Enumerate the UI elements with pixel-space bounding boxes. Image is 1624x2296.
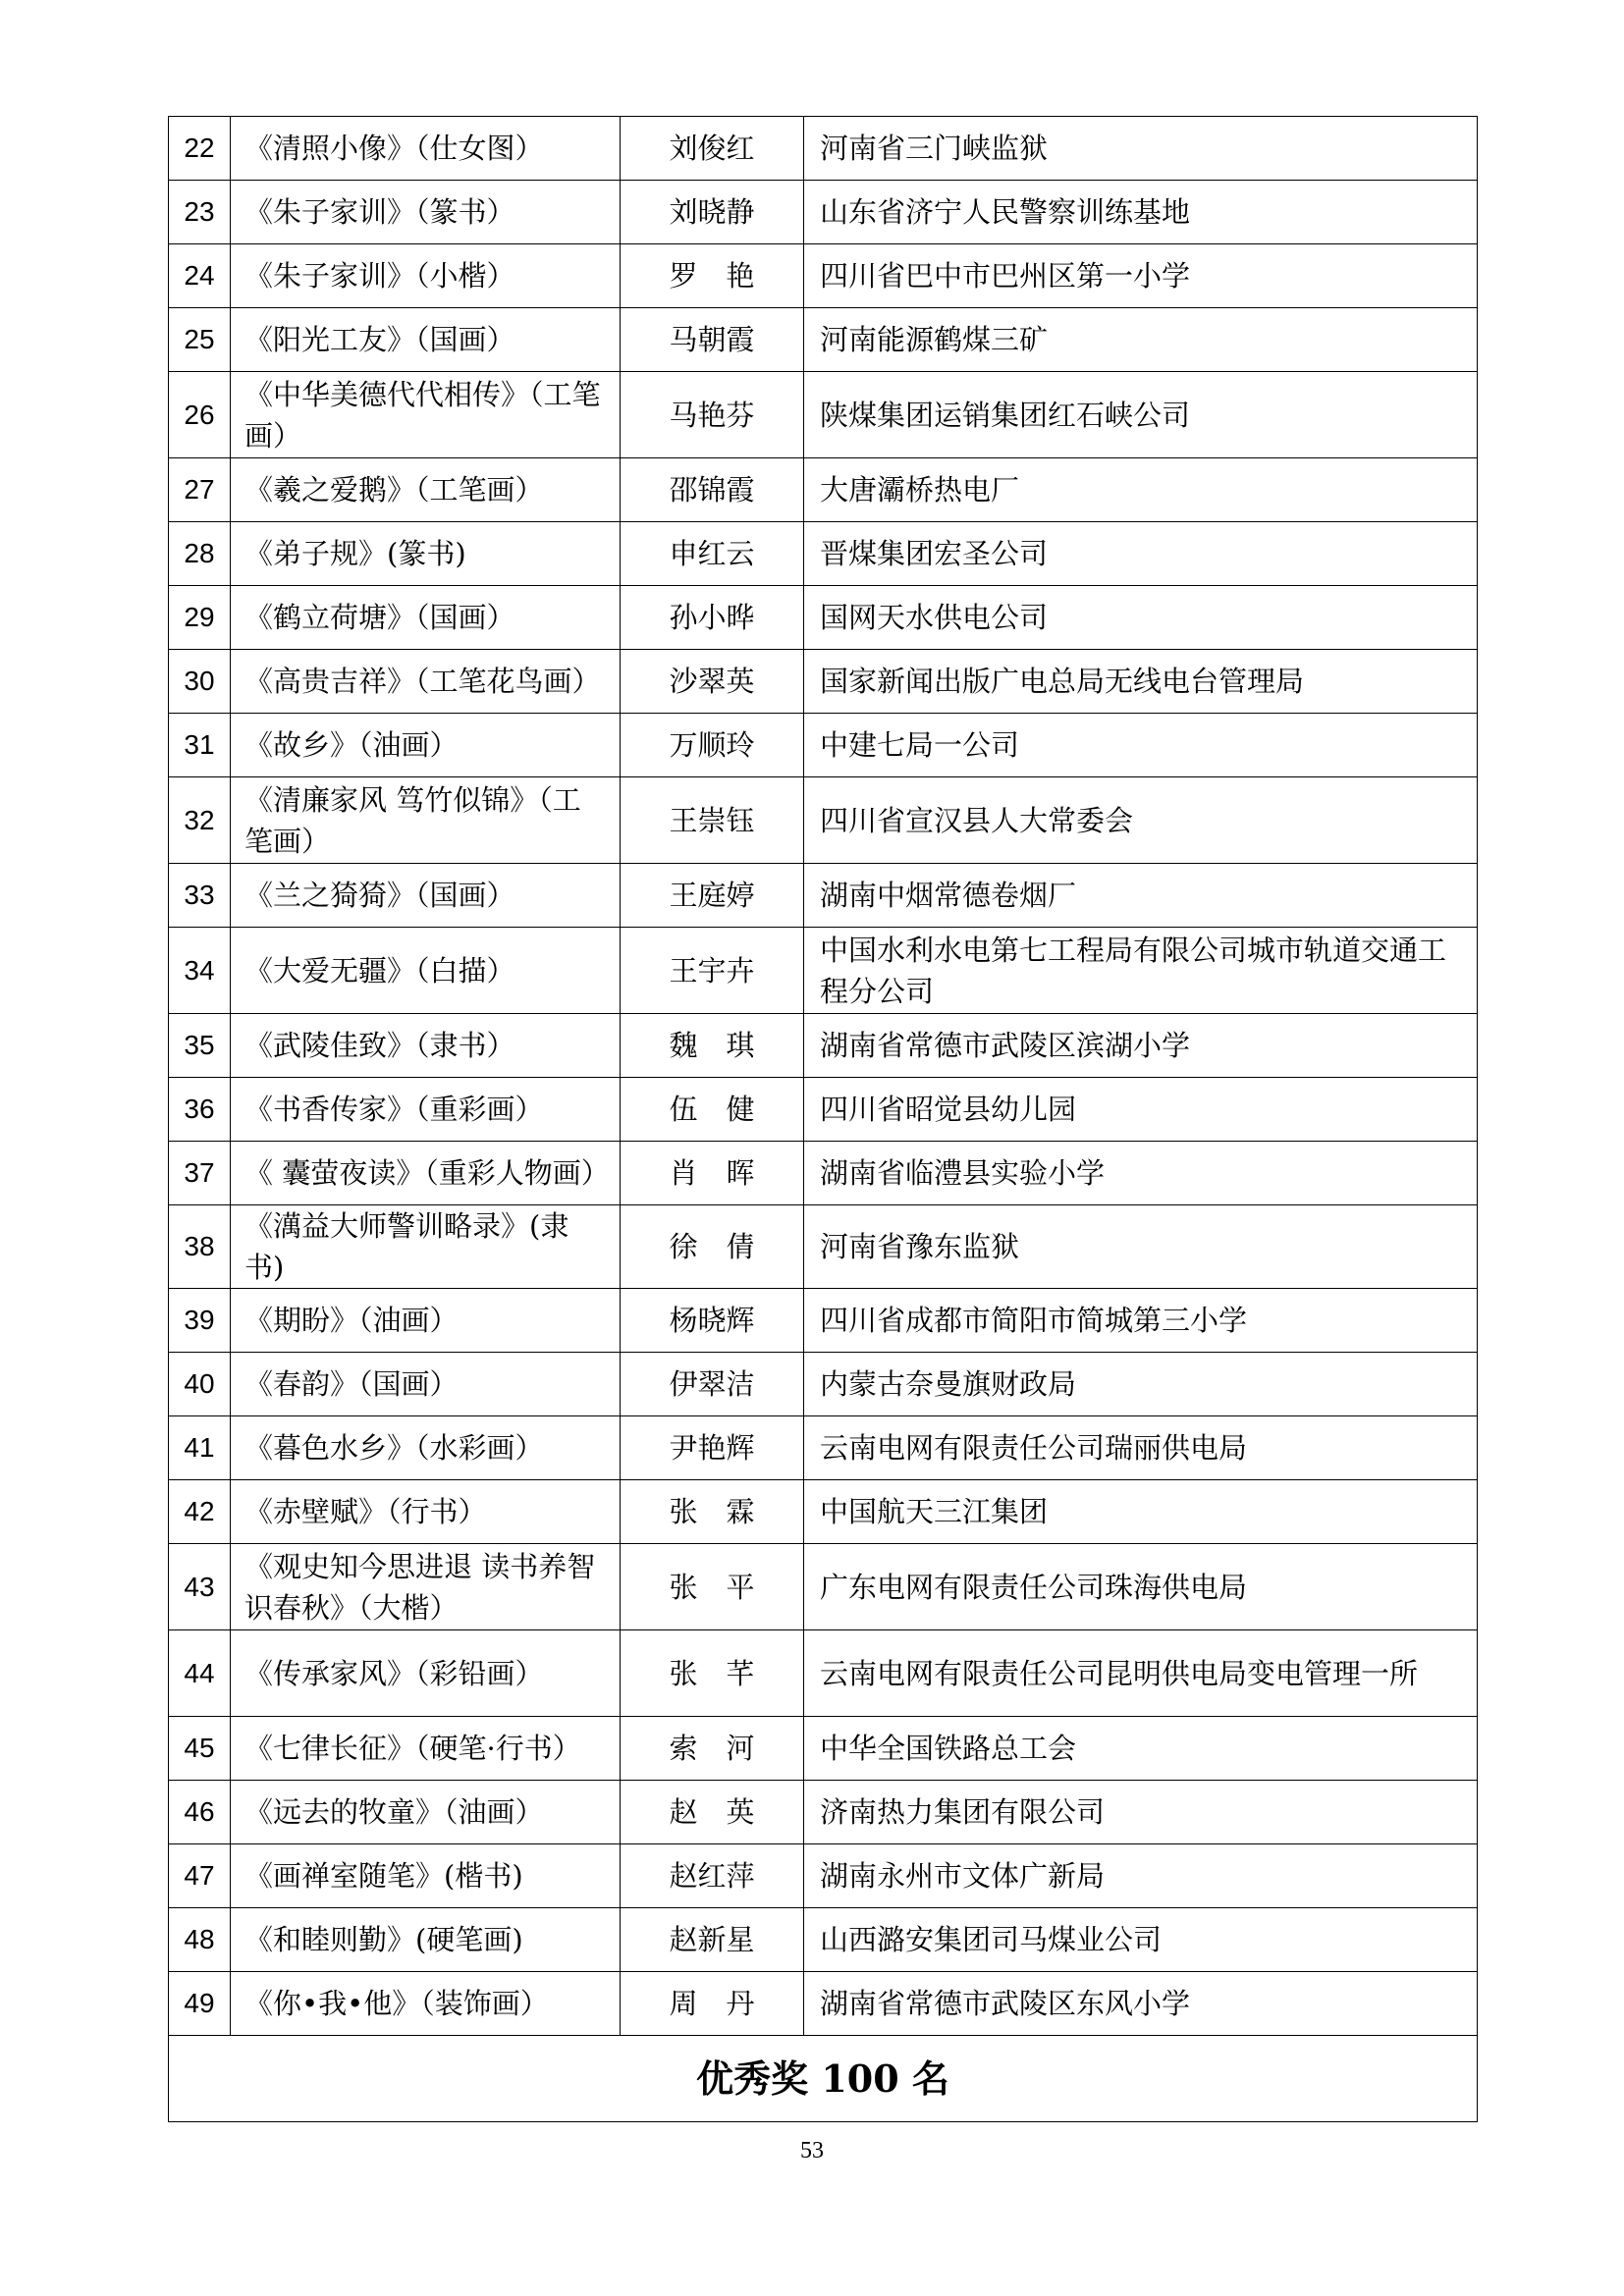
table-row xyxy=(169,1014,1478,1078)
work-title: 《大爱无疆》（白描） xyxy=(231,928,621,1014)
row-number: 24 xyxy=(169,244,231,308)
row-number: 46 xyxy=(169,1781,231,1844)
author-name: 刘晓静 xyxy=(621,181,804,244)
work-title: 《羲之爱鹅》（工笔画） xyxy=(231,458,621,522)
author-name: 索 河 xyxy=(621,1717,804,1781)
work-title: 《书香传家》（重彩画） xyxy=(231,1078,621,1142)
work-title: 《你•我•他》（装饰画） xyxy=(231,1972,621,2036)
author-name: 尹艳辉 xyxy=(621,1416,804,1480)
author-name: 罗 艳 xyxy=(621,244,804,308)
author-name: 申红云 xyxy=(621,522,804,586)
table-row xyxy=(169,458,1478,522)
author-unit: 湖南中烟常德卷烟厂 xyxy=(804,864,1478,928)
author-name: 马朝霞 xyxy=(621,308,804,372)
row-number: 22 xyxy=(169,117,231,181)
table-row xyxy=(169,1142,1478,1205)
table-row xyxy=(169,1289,1478,1353)
author-name: 万顺玲 xyxy=(621,714,804,777)
work-title: 《观史知今思进退 读书养智识春秋》（大楷） xyxy=(231,1544,621,1630)
award-table xyxy=(168,116,1478,2122)
work-title: 《高贵吉祥》（工笔花鸟画） xyxy=(231,650,621,714)
table-row xyxy=(169,308,1478,372)
author-name: 张 平 xyxy=(621,1544,804,1630)
row-number: 30 xyxy=(169,650,231,714)
table-row xyxy=(169,1480,1478,1544)
author-name: 赵红萍 xyxy=(621,1844,804,1908)
work-title: 《鹤立荷塘》（国画） xyxy=(231,586,621,650)
author-unit: 湖南省常德市武陵区东风小学 xyxy=(804,1972,1478,2036)
work-title: 《期盼》（油画） xyxy=(231,1289,621,1353)
work-title: 《武陵佳致》（隶书） xyxy=(231,1014,621,1078)
table-row xyxy=(169,1416,1478,1480)
work-title: 《清廉家风 笃竹似锦》（工笔画） xyxy=(231,777,621,864)
table-row xyxy=(169,1544,1478,1630)
row-number: 31 xyxy=(169,714,231,777)
author-unit: 河南能源鹤煤三矿 xyxy=(804,308,1478,372)
row-number: 37 xyxy=(169,1142,231,1205)
author-name: 伍 健 xyxy=(621,1078,804,1142)
author-unit: 中国航天三江集团 xyxy=(804,1480,1478,1544)
row-number: 39 xyxy=(169,1289,231,1353)
row-number: 41 xyxy=(169,1416,231,1480)
row-number: 43 xyxy=(169,1544,231,1630)
table-row xyxy=(169,244,1478,308)
table-row xyxy=(169,1078,1478,1142)
work-title: 《远去的牧童》（油画） xyxy=(231,1781,621,1844)
author-unit: 中国水利水电第七工程局有限公司城市轨道交通工程分公司 xyxy=(804,928,1478,1014)
work-title: 《故乡》（油画） xyxy=(231,714,621,777)
row-number: 44 xyxy=(169,1630,231,1717)
author-unit: 河南省豫东监狱 xyxy=(804,1205,1478,1289)
table-row xyxy=(169,864,1478,928)
author-unit: 国家新闻出版广电总局无线电台管理局 xyxy=(804,650,1478,714)
author-name: 马艳芬 xyxy=(621,372,804,458)
author-unit: 湖南省常德市武陵区滨湖小学 xyxy=(804,1014,1478,1078)
row-number: 47 xyxy=(169,1844,231,1908)
author-name: 王庭婷 xyxy=(621,864,804,928)
row-number: 45 xyxy=(169,1717,231,1781)
row-number: 32 xyxy=(169,777,231,864)
author-unit: 山东省济宁人民警察训练基地 xyxy=(804,181,1478,244)
author-unit: 四川省巴中市巴州区第一小学 xyxy=(804,244,1478,308)
table-row xyxy=(169,777,1478,864)
work-title: 《朱子家训》（小楷） xyxy=(231,244,621,308)
table-row xyxy=(169,714,1478,777)
author-unit: 晋煤集团宏圣公司 xyxy=(804,522,1478,586)
table-row xyxy=(169,1781,1478,1844)
row-number: 29 xyxy=(169,586,231,650)
table-row xyxy=(169,1630,1478,1717)
table-row xyxy=(169,181,1478,244)
author-name: 刘俊红 xyxy=(621,117,804,181)
work-title: 《春韵》（国画） xyxy=(231,1353,621,1416)
table-row xyxy=(169,372,1478,458)
author-name: 沙翠英 xyxy=(621,650,804,714)
table-row xyxy=(169,1908,1478,1972)
author-unit: 内蒙古奈曼旗财政局 xyxy=(804,1353,1478,1416)
work-title: 《暮色水乡》（水彩画） xyxy=(231,1416,621,1480)
row-number: 38 xyxy=(169,1205,231,1289)
work-title: 《兰之猗猗》（国画） xyxy=(231,864,621,928)
row-number: 28 xyxy=(169,522,231,586)
author-unit: 国网天水供电公司 xyxy=(804,586,1478,650)
author-name: 周 丹 xyxy=(621,1972,804,2036)
work-title: 《画禅室随笔》(楷书) xyxy=(231,1844,621,1908)
work-title: 《弟子规》(篆书) xyxy=(231,522,621,586)
table-row xyxy=(169,1353,1478,1416)
row-number: 33 xyxy=(169,864,231,928)
table-row xyxy=(169,117,1478,181)
footer-row xyxy=(169,2036,1478,2122)
table-row xyxy=(169,928,1478,1014)
row-number: 23 xyxy=(169,181,231,244)
author-name: 赵 英 xyxy=(621,1781,804,1844)
author-unit: 四川省成都市简阳市简城第三小学 xyxy=(804,1289,1478,1353)
table-row xyxy=(169,1972,1478,2036)
row-number: 26 xyxy=(169,372,231,458)
author-unit: 云南电网有限责任公司瑞丽供电局 xyxy=(804,1416,1478,1480)
author-unit: 中华全国铁路总工会 xyxy=(804,1717,1478,1781)
author-unit: 四川省昭觉县幼儿园 xyxy=(804,1078,1478,1142)
author-name: 孙小晔 xyxy=(621,586,804,650)
author-name: 张 芊 xyxy=(621,1630,804,1717)
author-unit: 山西潞安集团司马煤业公司 xyxy=(804,1908,1478,1972)
author-unit: 陕煤集团运销集团红石峡公司 xyxy=(804,372,1478,458)
author-unit: 广东电网有限责任公司珠海供电局 xyxy=(804,1544,1478,1630)
author-unit: 济南热力集团有限公司 xyxy=(804,1781,1478,1844)
author-unit: 云南电网有限责任公司昆明供电局变电管理一所 xyxy=(804,1630,1478,1717)
work-title: 《传承家风》（彩铅画） xyxy=(231,1630,621,1717)
work-title: 《阳光工友》（国画） xyxy=(231,308,621,372)
work-title: 《 囊萤夜读》（重彩人物画） xyxy=(231,1142,621,1205)
row-number: 25 xyxy=(169,308,231,372)
author-name: 邵锦霞 xyxy=(621,458,804,522)
page-number: 53 xyxy=(800,2138,824,2163)
author-name: 伊翠洁 xyxy=(621,1353,804,1416)
author-unit: 大唐灞桥热电厂 xyxy=(804,458,1478,522)
table-row xyxy=(169,1844,1478,1908)
author-unit: 湖南永州市文体广新局 xyxy=(804,1844,1478,1908)
work-title: 《七律长征》（硬笔·行书） xyxy=(231,1717,621,1781)
table-row xyxy=(169,1205,1478,1289)
author-name: 赵新星 xyxy=(621,1908,804,1972)
author-name: 王宇卉 xyxy=(621,928,804,1014)
work-title: 《朱子家训》（篆书） xyxy=(231,181,621,244)
author-name: 张 霖 xyxy=(621,1480,804,1544)
author-name: 肖 晖 xyxy=(621,1142,804,1205)
work-title: 《澫益大师警训略录》(隶书) xyxy=(231,1205,621,1289)
author-unit: 中建七局一公司 xyxy=(804,714,1478,777)
author-name: 王崇钰 xyxy=(621,777,804,864)
author-unit: 四川省宣汉县人大常委会 xyxy=(804,777,1478,864)
table-body xyxy=(169,117,1478,2122)
author-name: 徐 倩 xyxy=(621,1205,804,1289)
table-row xyxy=(169,650,1478,714)
row-number: 48 xyxy=(169,1908,231,1972)
row-number: 34 xyxy=(169,928,231,1014)
author-unit: 湖南省临澧县实验小学 xyxy=(804,1142,1478,1205)
table-row xyxy=(169,522,1478,586)
row-number: 49 xyxy=(169,1972,231,2036)
table-row xyxy=(169,1717,1478,1781)
author-name: 魏 琪 xyxy=(621,1014,804,1078)
author-name: 杨晓辉 xyxy=(621,1289,804,1353)
work-title: 《和睦则勤》(硬笔画) xyxy=(231,1908,621,1972)
row-number: 42 xyxy=(169,1480,231,1544)
work-title: 《中华美德代代相传》（工笔画） xyxy=(231,372,621,458)
table-row xyxy=(169,586,1478,650)
row-number: 36 xyxy=(169,1078,231,1142)
excellence-award-heading: 优秀奖 100 名 xyxy=(169,2036,1478,2122)
row-number: 35 xyxy=(169,1014,231,1078)
row-number: 27 xyxy=(169,458,231,522)
row-number: 40 xyxy=(169,1353,231,1416)
work-title: 《赤壁赋》（行书） xyxy=(231,1480,621,1544)
author-unit: 河南省三门峡监狱 xyxy=(804,117,1478,181)
work-title: 《清照小像》（仕女图） xyxy=(231,117,621,181)
